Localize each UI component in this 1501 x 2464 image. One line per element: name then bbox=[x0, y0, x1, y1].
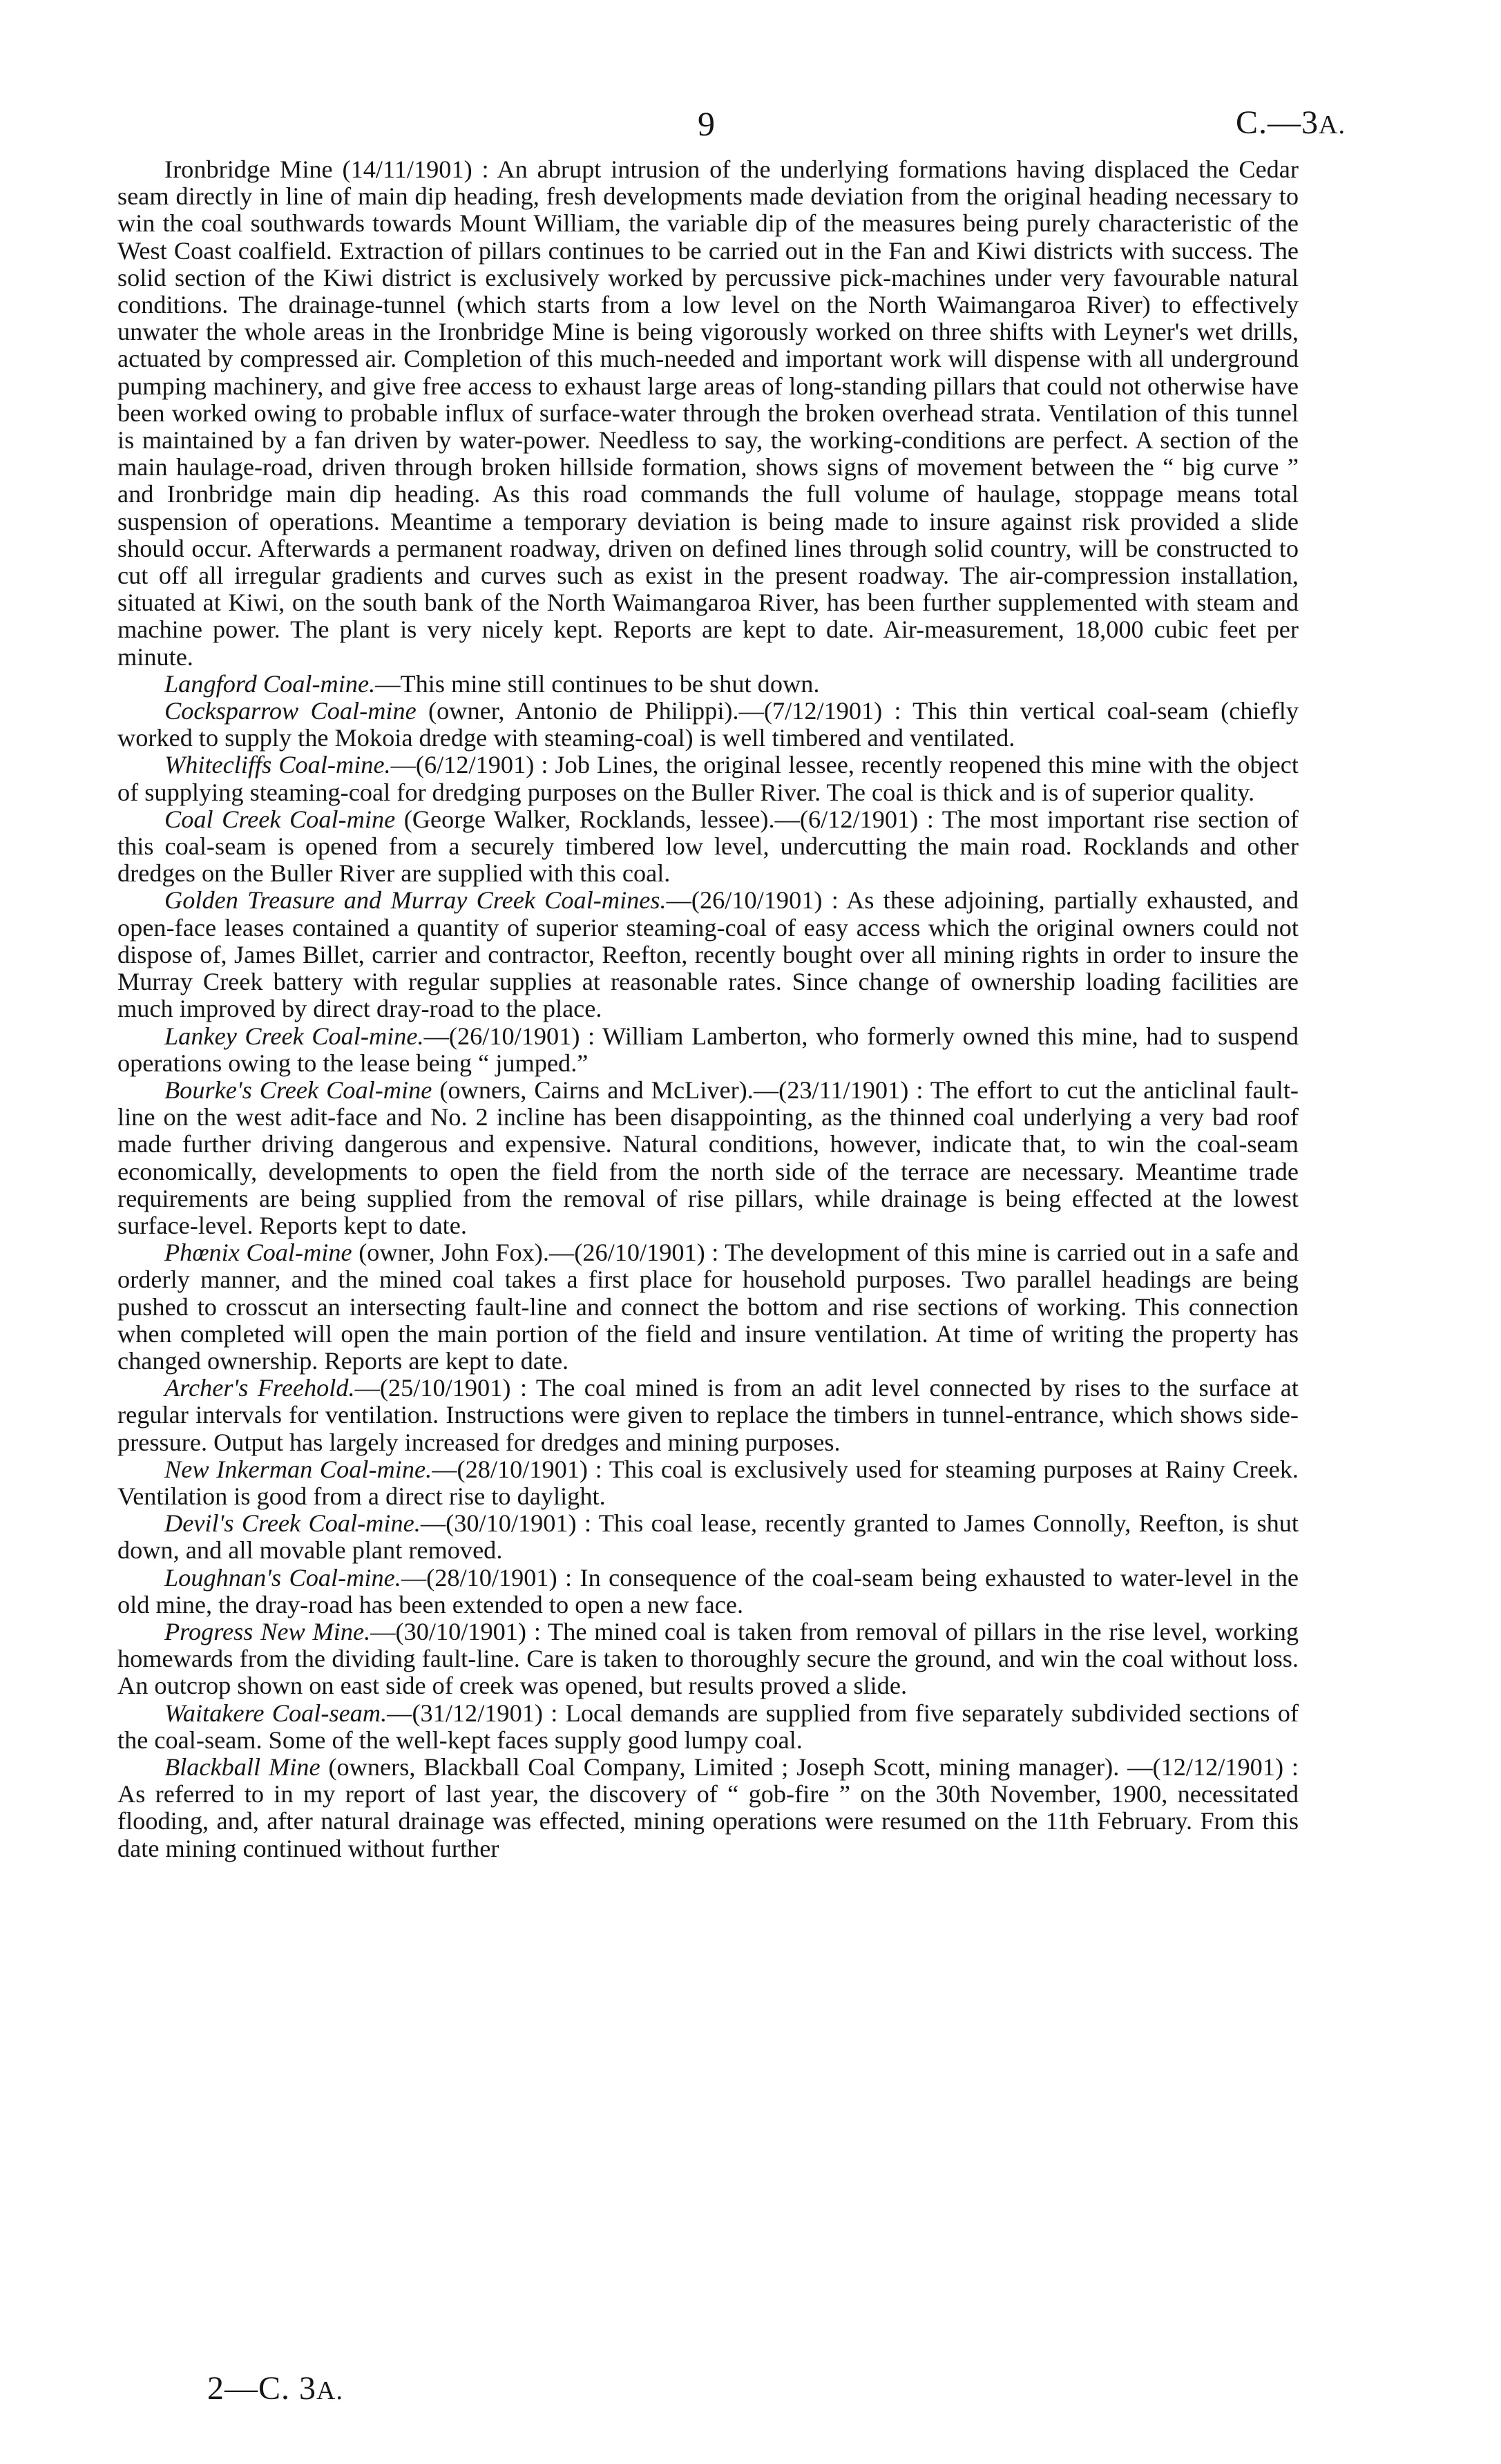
paragraph: Whitecliffs Coal-mine.—(6/12/1901) : Job Lines, the original lessee, recently reopened this mine with the object of supplying steaming-coal for dredging purposes on the Buller River. The coal is thick and is of superior quality. bbox=[117, 751, 1299, 806]
paragraph: Langford Coal-mine.—This mine still continues to be shut down. bbox=[164, 669, 820, 698]
paragraph: Ironbridge Mine (14/11/1901) : An abrupt intrusion of the underlying formations having displaced the Cedar seam directly in line of main dip heading, fresh developments made deviation from the original heading necessary to win the coal southwards towards Mount William, the variable dip of the measures being purely characteristic of the West Coast coalfield. Extraction of pillars continues to be carried out in the Fan and Kiwi districts with success. The solid section of the Kiwi district is exclusively worked by percussive pick-machines under very favourable natural conditions. The drainage-tunnel (which starts from a low level on the North Waimangaroa River) to effectively unwater the whole areas in the Ironbridge Mine is being vigorously worked on three shifts with Leyner's wet drills, actuated by compressed air. Completion of this much-needed and important work will dispense with all underground pumping machinery, and give free access to exhaust large areas of long-standing pillars that could not otherwise have been worked owing to probable influx of surface-water through the broken overhead strata. Ventilation of this tunnel is maintained by a fan driven by water-power. Needless to say, the working-conditions are perfect. A section of the main haulage-road, driven through broken hillside formation, shows signs of movement between the “ big curve ” and Ironbridge main dip heading. As this road commands the full volume of haulage, stoppage means total suspension of operations. Meantime a temporary deviation is being made to insure against risk provided a slide should occur. Afterwards a permanent roadway, driven on defined lines through solid country, will be constructed to cut off all irregular gradients and curves such as exist in the present roadway. The air-compression installation, situated at Kiwi, on the south bank of the North Waimangaroa River, has been further supplemented with steam and machine power. The plant is very nicely kept. Reports are kept to date. Air-measurement, 18,000 cubic feet per minute. bbox=[117, 155, 1299, 671]
paragraph: Blackball Mine (owners, Blackball Coal Company, Limited ; Joseph Scott, mining manager). —(12/12/1901) : As referred to in my report of last year, the discovery of “ gob-fire ” on the 30th November, 1900, necessitated flooding, and, after natural drainage was effected, mining operations were resumed on the 11th February. From this date mining continued without further bbox=[117, 1753, 1299, 1862]
paragraph: Loughnan's Coal-mine.—(28/10/1901) : In consequence of the coal-seam being exhausted to water-level in the old mine, the dray-road has been extended to open a new face. bbox=[117, 1563, 1299, 1618]
paragraph: Waitakere Coal-seam.—(31/12/1901) : Local demands are supplied from five separately subdivided sections of the coal-seam. Some of the well-kept faces supply good lumpy coal. bbox=[117, 1699, 1299, 1754]
paragraph: Archer's Freehold.—(25/10/1901) : The coal mined is from an adit level connected by rises to the surface at regular intervals for ventilation. Instructions were given to replace the timbers in tunnel-entrance, which shows side-pressure. Output has largely increased for dredges and mining purposes. bbox=[117, 1374, 1299, 1456]
paragraph: Lankey Creek Coal-mine.—(26/10/1901) : William Lamberton, who formerly owned this mine, had to suspend operations owing to the lease being “ jumped.” bbox=[117, 1022, 1299, 1077]
document-code-suffix: A. bbox=[1319, 111, 1346, 140]
paragraph: Progress New Mine.—(30/10/1901) : The mined coal is taken from removal of pillars in the rise level, working homewards from the dividing fault-line. Care is taken to thoroughly secure the ground, and win the coal without loss. An outcrop shown on east side of creek was opened, but results proved a slide. bbox=[117, 1617, 1299, 1700]
paragraph: New Inkerman Coal-mine.—(28/10/1901) : This coal is exclusively used for steaming purposes at Rainy Creek. Ventilation is good from a direct rise to daylight. bbox=[117, 1455, 1299, 1510]
signature-main: 2—C. 3 bbox=[207, 2370, 317, 2407]
signature-mark bbox=[207, 2369, 343, 2407]
report-body bbox=[117, 156, 1299, 1862]
signature-suffix: A. bbox=[316, 2376, 343, 2405]
paragraph: Devil's Creek Coal-mine.—(30/10/1901) : This coal lease, recently granted to James Connolly, Reefton, is shut down, and all movable plant removed. bbox=[117, 1509, 1299, 1565]
page-number: 9 bbox=[698, 104, 715, 143]
paragraph: Phœnix Coal-mine (owner, John Fox).—(26/10/1901) : The development of this mine is carried out in a safe and orderly manner, and the mined coal takes a first place for household purposes. Two parallel headings are being pushed to crosscut an intersecting fault-line and connect the bottom and rise sections of working. This connection when completed will open the main portion of the field and insure ventilation. At time of writing the property has changed ownership. Reports are kept to date. bbox=[117, 1239, 1299, 1375]
paragraph: Coal Creek Coal-mine (George Walker, Rocklands, lessee).—(6/12/1901) : The most important rise section of this coal-seam is opened from a securely timbered low level, undercutting the main road. Rocklands and other dredges on the Buller River are supplied with this coal. bbox=[117, 805, 1299, 888]
paragraph: Golden Treasure and Murray Creek Coal-mines.—(26/10/1901) : As these adjoining, partially exhausted, and open-face leases contained a quantity of superior steaming-coal of easy access which the original owners could not dispose of, James Billet, carrier and contractor, Reefton, recently bought over all mining rights in order to insure the Murray Creek battery with regular supplies at reasonable rates. Since change of ownership loading facilities are much improved by direct dray-road to the place. bbox=[117, 886, 1299, 1023]
paragraph: Cocksparrow Coal-mine (owner, Antonio de Philippi).—(7/12/1901) : This thin vertical coal-seam (chiefly worked to supply the Mokoia dredge with steaming-coal) is well timbered and ventilated. bbox=[117, 697, 1299, 752]
paragraph: Bourke's Creek Coal-mine (owners, Cairns and McLiver).—(23/11/1901) : The effort to cut the anticlinal fault-line on the west adit-face and No. 2 incline has been disappointing, as the thinned coal underlying a very bad roof made further driving dangerous and expensive. Natural conditions, however, indicate that, to win the coal-seam economically, developments to open the field from the north side of the terrace are necessary. Meantime trade requirements are being supplied from the removal of rise pillars, while drainage is being effected at the lowest surface-level. Reports kept to date. bbox=[117, 1076, 1299, 1239]
document-code-main: C.—3 bbox=[1236, 104, 1319, 141]
document-code bbox=[1236, 104, 1346, 142]
